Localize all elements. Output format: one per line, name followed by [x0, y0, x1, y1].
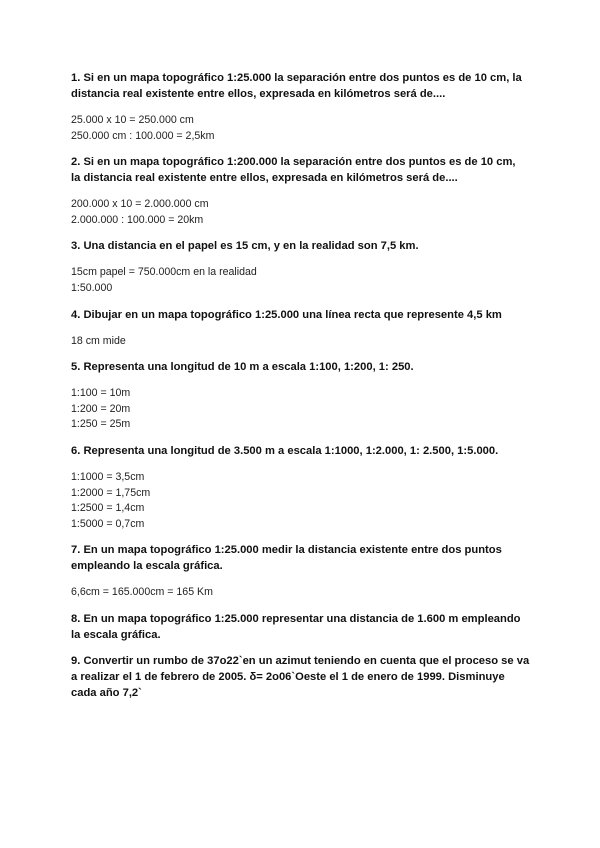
question-4 [71, 307, 541, 323]
answer-2 [71, 197, 541, 228]
answer-6-line-2: 1:2000 = 1,75cm [71, 486, 151, 499]
question-9-line-1: 9. Convertir un rumbo de 37o22`en un azimut teniendo en cuenta que el proceso se va [71, 654, 530, 667]
answer-4-line-1: 18 cm mide [71, 334, 126, 347]
question-9 [71, 653, 541, 701]
question-5-line-1: 5. Representa una longitud de 10 m a escala 1:100, 1:200, 1: 250. [71, 361, 414, 374]
answer-5-line-3: 1:250 = 25m [71, 418, 131, 431]
question-7-line-2: empleando la escala gráfica. [71, 560, 223, 573]
question-8-line-2: la escala gráfica. [71, 628, 161, 641]
answer-1-line-2: 250.000 cm : 100.000 = 2,5km [71, 129, 215, 142]
answer-5-line-2: 1:200 = 20m [71, 402, 131, 415]
question-1-line-1: 1. Si en un mapa topográfico 1:25.000 la separación entre dos puntos es de 10 cm, la [71, 72, 522, 84]
question-9-line-2: a realizar el 1 de febrero de 2005. δ= 2o06`Oeste el 1 de enero de 1999. Disminuye [71, 670, 505, 683]
answer-2-line-2: 2.000.000 : 100.000 = 20km [71, 213, 204, 226]
answer-6-line-1: 1:1000 = 3,5cm [71, 470, 145, 483]
answer-6-line-4: 1:5000 = 0,7cm [71, 517, 145, 530]
question-7 [71, 542, 541, 574]
question-7-line-1: 7. En un mapa topográfico 1:25.000 medir la distancia existente entre dos puntos [71, 544, 502, 557]
question-2-line-2: la distancia real existente entre ellos, expresada en kilómetros será de.... [71, 172, 458, 185]
answer-6-line-3: 1:2500 = 1,4cm [71, 502, 145, 515]
question-1-line-2: distancia real existente entre ellos, expresada en kilómetros será de.... [71, 88, 446, 100]
question-8 [71, 611, 541, 643]
question-9-line-3: cada año 7,2` [71, 686, 142, 699]
question-6 [71, 443, 541, 459]
question-6-line-1: 6. Representa una longitud de 3.500 m a escala 1:1000, 1:2.000, 1: 2.500, 1:5.000. [71, 444, 499, 457]
question-4-line-1: 4. Dibujar en un mapa topográfico 1:25.000 una línea recta que represente 4,5 km [71, 308, 502, 321]
question-3-line-1: 3. Una distancia en el papel es 15 cm, y en la realidad son 7,5 km. [71, 240, 419, 253]
answer-7 [71, 585, 541, 601]
question-2-line-1: 2. Si en un mapa topográfico 1:200.000 la separación entre dos puntos es de 10 cm, [71, 156, 516, 169]
answer-3 [71, 265, 541, 296]
question-3 [71, 238, 541, 254]
answer-7-line-1: 6,6cm = 165.000cm = 165 Km [71, 586, 213, 599]
answer-1 [71, 113, 541, 144]
question-8-line-1: 8. En un mapa topográfico 1:25.000 representar una distancia de 1.600 m empleando [71, 612, 521, 625]
answer-2-line-1: 200.000 x 10 = 2.000.000 cm [71, 198, 209, 211]
answer-5 [71, 386, 541, 433]
answer-6 [71, 470, 541, 532]
question-1 [71, 70, 541, 102]
answer-4 [71, 334, 541, 350]
answer-5-line-1: 1:100 = 10m [71, 387, 131, 400]
answer-3-line-1: 15cm papel = 750.000cm en la realidad [71, 266, 257, 279]
answer-3-line-2: 1:50.000 [71, 281, 113, 294]
answer-1-line-1: 25.000 x 10 = 250.000 cm [71, 114, 194, 126]
document-page [71, 70, 541, 701]
question-2 [71, 154, 541, 186]
question-5 [71, 359, 541, 375]
